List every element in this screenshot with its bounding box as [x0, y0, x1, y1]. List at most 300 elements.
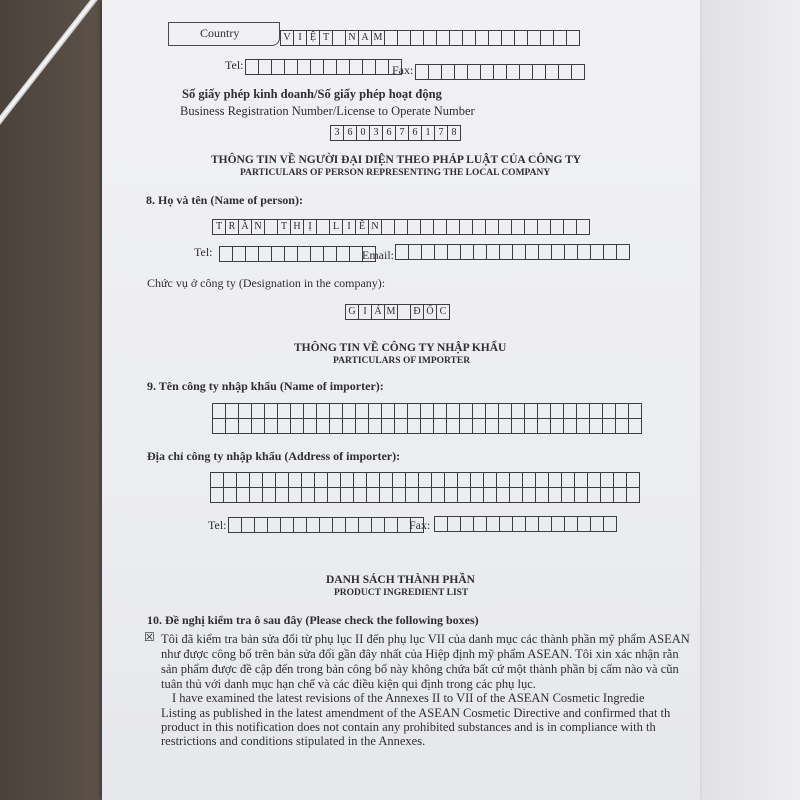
- char-box[interactable]: [524, 219, 538, 235]
- char-box[interactable]: [251, 418, 265, 434]
- char-box[interactable]: [462, 30, 476, 46]
- char-box[interactable]: [485, 418, 499, 434]
- char-box[interactable]: [301, 487, 315, 503]
- char-box[interactable]: [355, 418, 369, 434]
- char-box[interactable]: [349, 246, 363, 262]
- char-box[interactable]: [297, 246, 311, 262]
- char-box[interactable]: [577, 244, 591, 260]
- char-box[interactable]: [628, 403, 642, 419]
- char-box[interactable]: T: [212, 219, 226, 235]
- char-box[interactable]: [602, 418, 616, 434]
- char-box[interactable]: [264, 219, 278, 235]
- char-box[interactable]: [511, 219, 525, 235]
- char-box[interactable]: [431, 472, 445, 488]
- char-box[interactable]: [368, 418, 382, 434]
- char-box[interactable]: R: [225, 219, 239, 235]
- char-box[interactable]: [306, 517, 320, 533]
- char-box[interactable]: [535, 472, 549, 488]
- char-box[interactable]: [460, 516, 474, 532]
- char-box[interactable]: [509, 487, 523, 503]
- char-box[interactable]: V: [280, 30, 294, 46]
- char-box[interactable]: [538, 244, 552, 260]
- char-box[interactable]: [436, 30, 450, 46]
- char-box[interactable]: [561, 487, 575, 503]
- char-box[interactable]: [340, 487, 354, 503]
- char-box[interactable]: [551, 244, 565, 260]
- char-box[interactable]: [375, 59, 389, 75]
- char-box[interactable]: H: [290, 219, 304, 235]
- char-box[interactable]: [485, 403, 499, 419]
- char-box[interactable]: L: [329, 219, 343, 235]
- char-box[interactable]: [368, 403, 382, 419]
- char-box[interactable]: [212, 403, 226, 419]
- char-box[interactable]: [473, 244, 487, 260]
- char-box[interactable]: [538, 516, 552, 532]
- char-box[interactable]: I: [358, 304, 372, 320]
- char-box[interactable]: Ệ: [306, 30, 320, 46]
- char-box[interactable]: [407, 418, 421, 434]
- char-box[interactable]: [332, 517, 346, 533]
- char-box[interactable]: [626, 472, 640, 488]
- char-box[interactable]: [537, 418, 551, 434]
- char-box[interactable]: [381, 219, 395, 235]
- char-box[interactable]: [571, 64, 585, 80]
- char-box[interactable]: N: [345, 30, 359, 46]
- char-box[interactable]: [316, 418, 330, 434]
- char-box[interactable]: [480, 64, 494, 80]
- char-box[interactable]: [525, 244, 539, 260]
- char-box[interactable]: Á: [371, 304, 385, 320]
- char-box[interactable]: 3: [369, 125, 383, 141]
- char-box[interactable]: [446, 418, 460, 434]
- char-box[interactable]: [323, 246, 337, 262]
- char-box[interactable]: [550, 418, 564, 434]
- char-box[interactable]: [434, 516, 448, 532]
- char-box[interactable]: N: [251, 219, 265, 235]
- char-box[interactable]: [498, 418, 512, 434]
- grid-row: [211, 487, 640, 503]
- char-box[interactable]: [553, 30, 567, 46]
- char-box[interactable]: 6: [408, 125, 422, 141]
- email-boxes[interactable]: [396, 244, 630, 260]
- char-box[interactable]: [550, 219, 564, 235]
- char-box[interactable]: [472, 403, 486, 419]
- char-box[interactable]: [470, 472, 484, 488]
- designation-label: Chức vụ ở công ty (Designation in the company):: [147, 276, 386, 290]
- char-box[interactable]: [314, 472, 328, 488]
- char-box[interactable]: [433, 219, 447, 235]
- char-box[interactable]: [277, 418, 291, 434]
- char-box[interactable]: [314, 487, 328, 503]
- char-box[interactable]: [506, 64, 520, 80]
- char-box[interactable]: [249, 487, 263, 503]
- char-box[interactable]: [407, 403, 421, 419]
- char-box[interactable]: [371, 517, 385, 533]
- char-box[interactable]: [366, 487, 380, 503]
- char-box[interactable]: [498, 403, 512, 419]
- char-box[interactable]: [327, 487, 341, 503]
- char-box[interactable]: M: [371, 30, 385, 46]
- char-box[interactable]: [512, 516, 526, 532]
- char-box[interactable]: [418, 472, 432, 488]
- char-box[interactable]: [589, 403, 603, 419]
- char-box[interactable]: [576, 403, 590, 419]
- char-box[interactable]: [576, 418, 590, 434]
- char-box[interactable]: [284, 59, 298, 75]
- char-box[interactable]: [264, 418, 278, 434]
- importer-address-label: Địa chỉ công ty nhập khẩu (Address of importer):: [147, 449, 401, 463]
- char-box[interactable]: Ố: [423, 304, 437, 320]
- char-box[interactable]: [473, 516, 487, 532]
- char-box[interactable]: [486, 516, 500, 532]
- char-box[interactable]: [395, 244, 409, 260]
- char-box[interactable]: [496, 472, 510, 488]
- char-box[interactable]: [472, 219, 486, 235]
- char-box[interactable]: [284, 246, 298, 262]
- char-box[interactable]: [316, 403, 330, 419]
- char-box[interactable]: [423, 30, 437, 46]
- char-box[interactable]: [475, 30, 489, 46]
- char-box[interactable]: [225, 403, 239, 419]
- char-box[interactable]: [626, 487, 640, 503]
- char-box[interactable]: [615, 418, 629, 434]
- char-box[interactable]: [576, 219, 590, 235]
- char-box[interactable]: [271, 59, 285, 75]
- char-box[interactable]: [420, 403, 434, 419]
- char-box[interactable]: T: [319, 30, 333, 46]
- char-box[interactable]: [418, 487, 432, 503]
- char-box[interactable]: [290, 418, 304, 434]
- char-box[interactable]: [228, 517, 242, 533]
- char-box[interactable]: [336, 246, 350, 262]
- char-box[interactable]: [548, 487, 562, 503]
- char-box[interactable]: [433, 418, 447, 434]
- char-box[interactable]: [514, 30, 528, 46]
- char-box[interactable]: [275, 487, 289, 503]
- char-box[interactable]: [238, 403, 252, 419]
- char-box[interactable]: [366, 472, 380, 488]
- char-box[interactable]: 6: [343, 125, 357, 141]
- char-box[interactable]: [574, 472, 588, 488]
- importer-address-grid[interactable]: [211, 472, 640, 503]
- char-box[interactable]: Ê: [355, 219, 369, 235]
- char-box[interactable]: [587, 472, 601, 488]
- char-box[interactable]: [212, 418, 226, 434]
- char-box[interactable]: [223, 472, 237, 488]
- char-box[interactable]: [493, 64, 507, 80]
- importer-title-vi: THÔNG TIN VỀ CÔNG TY NHẬP KHẨU: [294, 342, 507, 354]
- char-box[interactable]: [459, 219, 473, 235]
- char-box[interactable]: [275, 472, 289, 488]
- char-box[interactable]: [394, 418, 408, 434]
- char-box[interactable]: [288, 472, 302, 488]
- char-box[interactable]: [397, 30, 411, 46]
- char-box[interactable]: [444, 472, 458, 488]
- char-box[interactable]: [245, 59, 259, 75]
- char-box[interactable]: [613, 472, 627, 488]
- char-box[interactable]: [223, 487, 237, 503]
- char-box[interactable]: T: [277, 219, 291, 235]
- char-box[interactable]: [329, 403, 343, 419]
- char-box[interactable]: I: [293, 30, 307, 46]
- char-box[interactable]: [501, 30, 515, 46]
- char-box[interactable]: [615, 403, 629, 419]
- char-box[interactable]: [566, 30, 580, 46]
- char-box[interactable]: [525, 516, 539, 532]
- char-box[interactable]: [519, 64, 533, 80]
- char-box[interactable]: [602, 403, 616, 419]
- char-box[interactable]: [613, 487, 627, 503]
- char-box[interactable]: [447, 516, 461, 532]
- importer-name-grid[interactable]: [213, 403, 642, 434]
- importer-fax-boxes[interactable]: [435, 516, 617, 532]
- char-box[interactable]: [316, 219, 330, 235]
- char-box[interactable]: [340, 472, 354, 488]
- char-box[interactable]: [408, 244, 422, 260]
- char-box[interactable]: 6: [382, 125, 396, 141]
- char-box[interactable]: [329, 418, 343, 434]
- char-box[interactable]: [342, 418, 356, 434]
- char-box[interactable]: [449, 30, 463, 46]
- char-box[interactable]: 1: [421, 125, 435, 141]
- char-box[interactable]: [407, 219, 421, 235]
- char-box[interactable]: [511, 403, 525, 419]
- char-box[interactable]: N: [368, 219, 382, 235]
- char-box[interactable]: [262, 487, 276, 503]
- char-box[interactable]: [288, 487, 302, 503]
- char-box[interactable]: [310, 59, 324, 75]
- char-box[interactable]: [486, 244, 500, 260]
- char-box[interactable]: [434, 244, 448, 260]
- char-box[interactable]: [446, 403, 460, 419]
- char-box[interactable]: [353, 487, 367, 503]
- char-box[interactable]: [522, 472, 536, 488]
- char-box[interactable]: [441, 64, 455, 80]
- char-box[interactable]: [236, 472, 250, 488]
- check-instruction-label: 10. Đề nghị kiểm tra ô sau đây (Please check the following boxes): [147, 613, 479, 627]
- char-box[interactable]: [245, 246, 259, 262]
- char-box[interactable]: [381, 418, 395, 434]
- char-box[interactable]: [574, 487, 588, 503]
- char-box[interactable]: [232, 246, 246, 262]
- char-box[interactable]: A: [358, 30, 372, 46]
- char-box[interactable]: [238, 418, 252, 434]
- char-box[interactable]: [577, 516, 591, 532]
- char-box[interactable]: [384, 517, 398, 533]
- char-box[interactable]: [392, 472, 406, 488]
- char-box[interactable]: [600, 487, 614, 503]
- char-box[interactable]: [236, 487, 250, 503]
- char-box[interactable]: [524, 403, 538, 419]
- char-box[interactable]: 8: [447, 125, 461, 141]
- char-box[interactable]: [254, 517, 268, 533]
- char-box[interactable]: [384, 30, 398, 46]
- char-box[interactable]: Đ: [410, 304, 424, 320]
- char-box[interactable]: [323, 59, 337, 75]
- char-box[interactable]: [258, 246, 272, 262]
- char-box[interactable]: [537, 403, 551, 419]
- char-box[interactable]: [310, 246, 324, 262]
- char-box[interactable]: [522, 487, 536, 503]
- char-box[interactable]: [589, 418, 603, 434]
- representative-title-en: PARTICULARS OF PERSON REPRESENTING THE LOCAL COMPANY: [240, 168, 551, 178]
- fax-boxes[interactable]: [416, 64, 585, 80]
- char-box[interactable]: [499, 244, 513, 260]
- char-box[interactable]: [470, 487, 484, 503]
- char-box[interactable]: [467, 64, 481, 80]
- char-box[interactable]: [550, 403, 564, 419]
- char-box[interactable]: [415, 64, 429, 80]
- char-box[interactable]: [511, 418, 525, 434]
- person-name-boxes: [213, 219, 590, 235]
- char-box[interactable]: Ị: [303, 219, 317, 235]
- char-box[interactable]: [210, 472, 224, 488]
- char-box[interactable]: [355, 403, 369, 419]
- grid-row: [211, 472, 640, 488]
- char-box[interactable]: [379, 472, 393, 488]
- char-box[interactable]: [225, 418, 239, 434]
- char-box[interactable]: [293, 517, 307, 533]
- char-box[interactable]: 7: [434, 125, 448, 141]
- char-box[interactable]: [394, 403, 408, 419]
- char-box[interactable]: [563, 403, 577, 419]
- char-box[interactable]: [262, 472, 276, 488]
- char-box[interactable]: [563, 418, 577, 434]
- char-box[interactable]: 3: [330, 125, 344, 141]
- char-box[interactable]: [563, 219, 577, 235]
- checked-box-icon[interactable]: ☒: [144, 630, 155, 644]
- char-box[interactable]: [345, 517, 359, 533]
- char-box[interactable]: [336, 59, 350, 75]
- char-box[interactable]: [485, 219, 499, 235]
- char-box[interactable]: [277, 403, 291, 419]
- char-box[interactable]: [564, 516, 578, 532]
- char-box[interactable]: [379, 487, 393, 503]
- char-box[interactable]: [349, 59, 363, 75]
- char-box[interactable]: [381, 403, 395, 419]
- importer-tel-boxes[interactable]: [229, 517, 424, 533]
- char-box[interactable]: [327, 472, 341, 488]
- char-box[interactable]: [301, 472, 315, 488]
- char-box[interactable]: [496, 487, 510, 503]
- char-box[interactable]: [421, 244, 435, 260]
- char-box[interactable]: [545, 64, 559, 80]
- char-box[interactable]: [558, 64, 572, 80]
- char-box[interactable]: [527, 30, 541, 46]
- char-box[interactable]: [512, 244, 526, 260]
- char-box[interactable]: [342, 403, 356, 419]
- char-box[interactable]: [587, 487, 601, 503]
- char-box[interactable]: [488, 30, 502, 46]
- char-box[interactable]: [457, 487, 471, 503]
- char-box[interactable]: [459, 403, 473, 419]
- char-box[interactable]: [428, 64, 442, 80]
- char-box[interactable]: [483, 487, 497, 503]
- char-box[interactable]: [420, 219, 434, 235]
- char-box[interactable]: [590, 244, 604, 260]
- char-box[interactable]: [303, 403, 317, 419]
- char-box[interactable]: [524, 418, 538, 434]
- char-box[interactable]: [535, 487, 549, 503]
- tel-boxes[interactable]: [246, 59, 402, 75]
- char-box[interactable]: [397, 304, 411, 320]
- char-box[interactable]: [590, 516, 604, 532]
- char-box[interactable]: [267, 517, 281, 533]
- char-box[interactable]: [457, 472, 471, 488]
- char-box[interactable]: [297, 59, 311, 75]
- char-box[interactable]: [241, 517, 255, 533]
- char-box[interactable]: [499, 516, 513, 532]
- char-box[interactable]: [561, 472, 575, 488]
- char-box[interactable]: [332, 30, 346, 46]
- char-box[interactable]: [433, 403, 447, 419]
- char-box[interactable]: [628, 418, 642, 434]
- char-box[interactable]: [420, 418, 434, 434]
- declaration-vi-line: tuân thủ với danh mục hạn chế và các điều kiện qui định trong các phụ lục.: [161, 677, 536, 691]
- char-box[interactable]: C: [436, 304, 450, 320]
- char-box[interactable]: [249, 472, 263, 488]
- char-box[interactable]: [410, 30, 424, 46]
- char-box[interactable]: [509, 472, 523, 488]
- char-box[interactable]: [600, 472, 614, 488]
- char-box[interactable]: [447, 244, 461, 260]
- char-box[interactable]: [271, 246, 285, 262]
- char-box[interactable]: [532, 64, 546, 80]
- char-box[interactable]: [219, 246, 233, 262]
- char-box[interactable]: G: [345, 304, 359, 320]
- char-box[interactable]: [405, 487, 419, 503]
- char-box[interactable]: [537, 219, 551, 235]
- char-box[interactable]: [251, 403, 265, 419]
- char-box[interactable]: [616, 244, 630, 260]
- char-box[interactable]: [459, 418, 473, 434]
- char-box[interactable]: [603, 516, 617, 532]
- person-tel-boxes[interactable]: [220, 246, 376, 262]
- char-box[interactable]: [358, 517, 372, 533]
- char-box[interactable]: [353, 472, 367, 488]
- char-box[interactable]: [405, 472, 419, 488]
- char-box[interactable]: [603, 244, 617, 260]
- char-box[interactable]: [564, 244, 578, 260]
- char-box[interactable]: [444, 487, 458, 503]
- char-box[interactable]: 0: [356, 125, 370, 141]
- char-box[interactable]: [264, 403, 278, 419]
- char-box[interactable]: [431, 487, 445, 503]
- char-box[interactable]: [258, 59, 272, 75]
- char-box[interactable]: M: [384, 304, 398, 320]
- char-box[interactable]: [303, 418, 317, 434]
- char-box[interactable]: Ầ: [238, 219, 252, 235]
- char-box[interactable]: [392, 487, 406, 503]
- char-box[interactable]: [540, 30, 554, 46]
- char-box[interactable]: [551, 516, 565, 532]
- char-box[interactable]: [454, 64, 468, 80]
- char-box[interactable]: [290, 403, 304, 419]
- char-box[interactable]: [548, 472, 562, 488]
- char-box[interactable]: I: [342, 219, 356, 235]
- char-box[interactable]: [483, 472, 497, 488]
- char-box[interactable]: [319, 517, 333, 533]
- char-box[interactable]: [362, 59, 376, 75]
- char-box[interactable]: [460, 244, 474, 260]
- char-box[interactable]: 7: [395, 125, 409, 141]
- char-box[interactable]: [472, 418, 486, 434]
- char-box[interactable]: [210, 487, 224, 503]
- char-box[interactable]: [498, 219, 512, 235]
- char-box[interactable]: [280, 517, 294, 533]
- char-box[interactable]: [394, 219, 408, 235]
- char-box[interactable]: [446, 219, 460, 235]
